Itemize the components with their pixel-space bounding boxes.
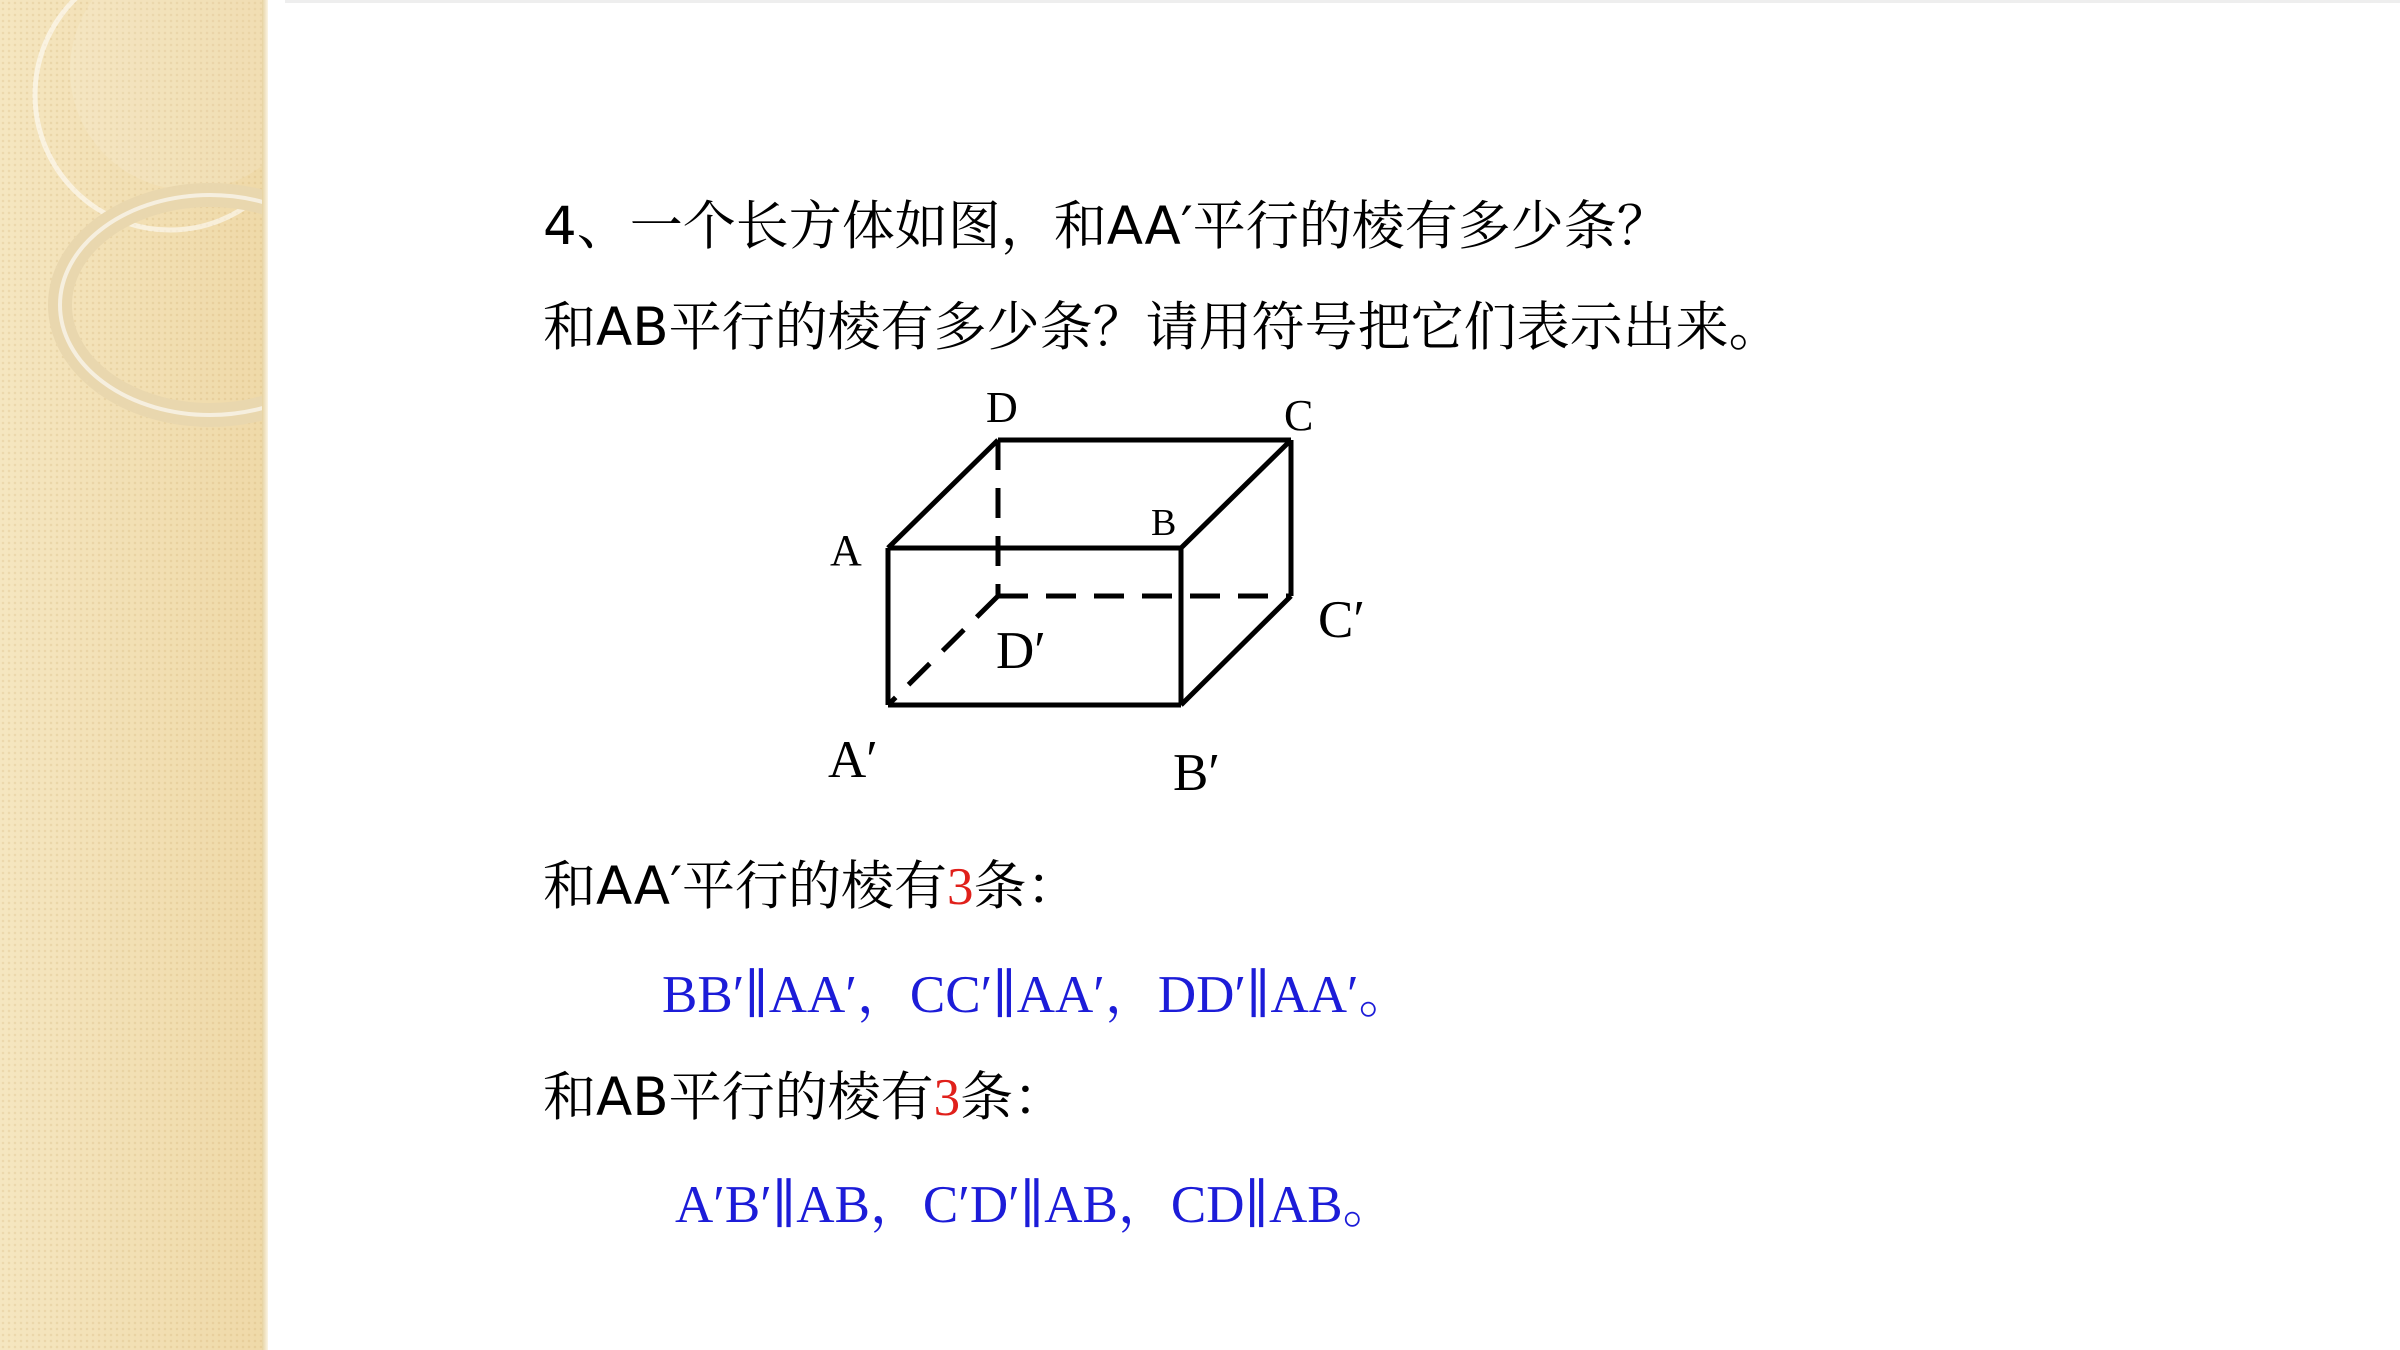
cuboid-edges bbox=[888, 440, 1291, 705]
answer-1-heading bbox=[543, 852, 1080, 922]
answer-1-count: 3 bbox=[947, 858, 974, 916]
answer-2-detail: A′B′∥AB，C′D′∥AB，CD∥AB。 bbox=[675, 1176, 1396, 1234]
label-D: D bbox=[986, 383, 1018, 432]
edge-B-prime-C-prime bbox=[1181, 596, 1291, 705]
answer-2-count: 3 bbox=[933, 1069, 961, 1127]
answer-2-suffix: 条： bbox=[960, 1067, 1067, 1128]
answer-1-prefix: 和AA′平行的棱有 bbox=[543, 856, 948, 917]
question-line-1: 4、一个长方体如图，和AA′平行的棱有多少条？ bbox=[543, 196, 1670, 257]
answer-1-suffix: 条： bbox=[973, 856, 1080, 917]
label-B: B bbox=[1151, 502, 1177, 544]
edge-AD bbox=[888, 440, 998, 548]
label-C: C bbox=[1284, 391, 1314, 440]
edge-BC bbox=[1181, 440, 1291, 548]
answer-2-heading bbox=[543, 1063, 1066, 1133]
edge-A-prime-D-prime-hidden bbox=[888, 596, 998, 705]
label-B-prime: B′ bbox=[1173, 744, 1220, 802]
label-A: A bbox=[830, 526, 862, 575]
label-A-prime: A′ bbox=[828, 731, 878, 789]
label-C-prime: C′ bbox=[1318, 591, 1365, 649]
answer-1-detail: BB′∥AA′，CC′∥AA′，DD′∥AA′。 bbox=[662, 966, 1412, 1024]
answer-2-prefix: 和AB平行的棱有 bbox=[543, 1067, 934, 1128]
question-line-2: 和AB平行的棱有多少条？请用符号把它们表示出来。 bbox=[543, 297, 1782, 358]
cuboid-hidden-edges bbox=[888, 440, 1291, 705]
label-D-prime: D′ bbox=[996, 622, 1046, 680]
